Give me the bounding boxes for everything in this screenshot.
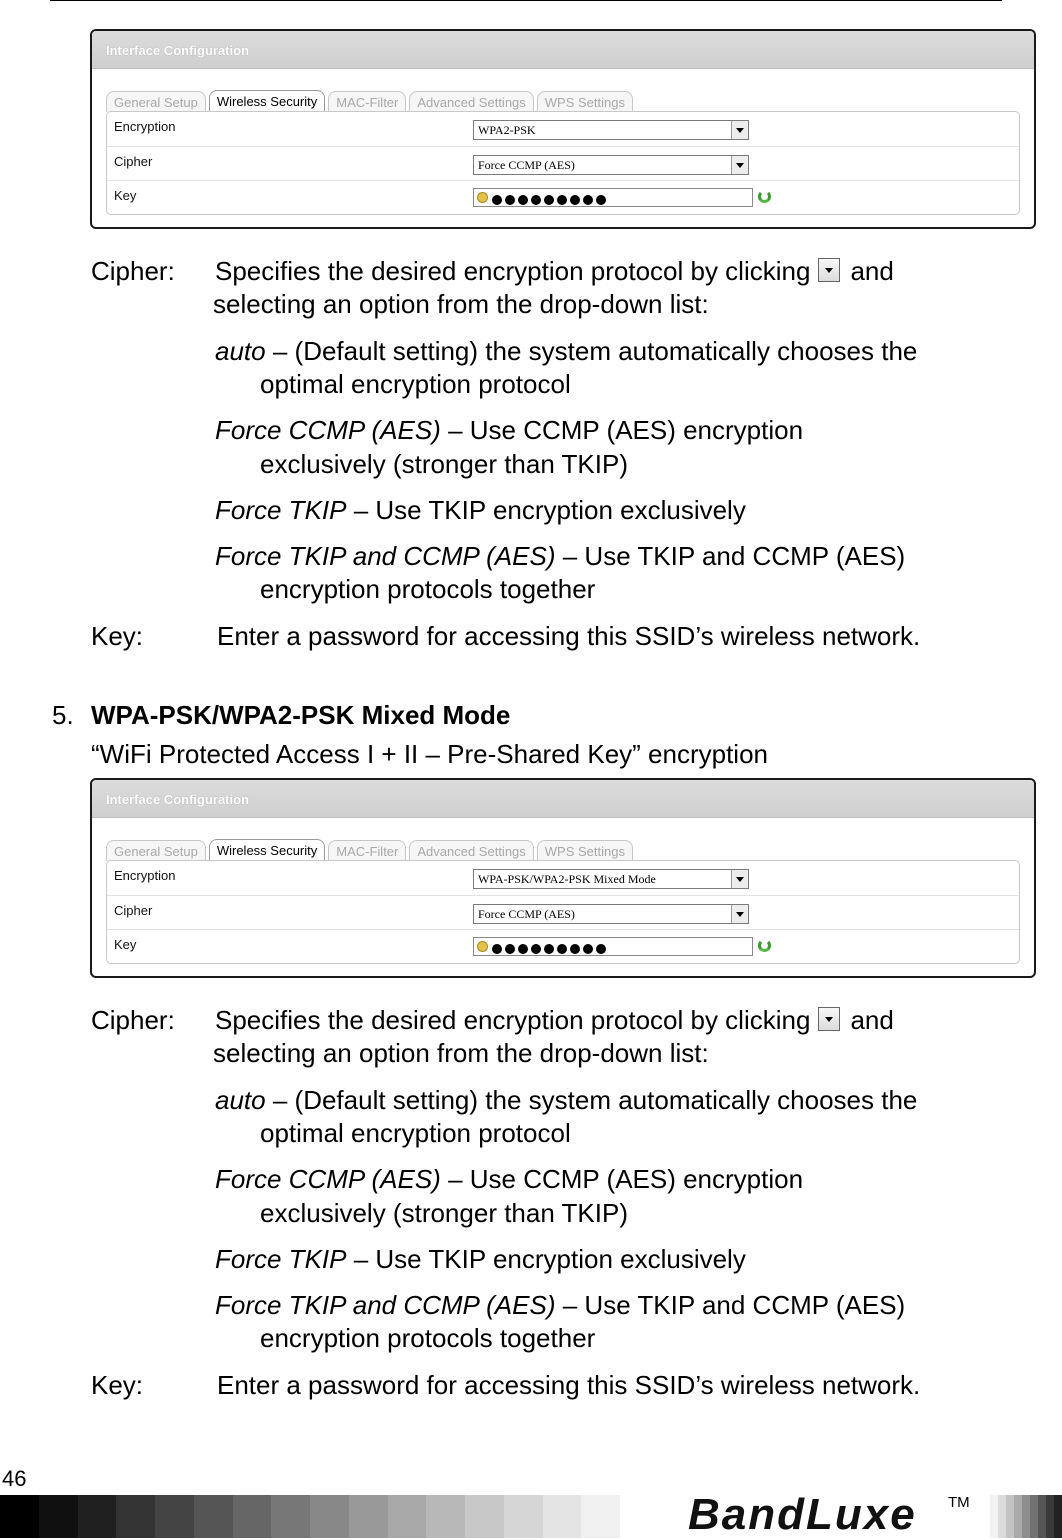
- cipher-row: [107, 147, 1019, 182]
- key-description: Enter a password for accessing this SSID’s wireless network.: [217, 621, 921, 651]
- tab-advanced-settings[interactable]: Advanced Settings: [409, 840, 533, 861]
- tab-advanced-settings[interactable]: Advanced Settings: [409, 91, 533, 112]
- tab-wps-settings[interactable]: WPS Settings: [537, 840, 633, 861]
- key-term: Key:: [91, 621, 144, 651]
- encryption-row: [107, 861, 1019, 896]
- option-force-tkip-ccmp: Force TKIP and CCMP (AES) – Use TKIP and CCMP (AES): [215, 541, 906, 571]
- panel-title: Interface Configuration: [92, 31, 1034, 69]
- cipher-label: Cipher: [114, 902, 153, 918]
- encryption-label: Encryption: [114, 119, 176, 134]
- key-row: [107, 181, 1019, 216]
- key-row: [107, 930, 1019, 965]
- chevron-down-icon[interactable]: [731, 870, 748, 888]
- option-force-tkip: Force TKIP – Use TKIP encryption exclusively: [215, 495, 746, 525]
- refresh-icon[interactable]: [758, 190, 771, 203]
- cipher-desc-line2: selecting an option from the drop-down list:: [213, 289, 709, 319]
- password-mask: [492, 191, 609, 205]
- cipher-term: Cipher:: [91, 256, 175, 286]
- tab-wireless-security[interactable]: Wireless Security: [209, 90, 325, 112]
- footer-gradient-right: [990, 1495, 1062, 1538]
- encryption-select-value: WPA2-PSK: [478, 123, 536, 137]
- cipher-description: [215, 1005, 894, 1035]
- option-force-ccmp: Force CCMP (AES) – Use CCMP (AES) encryption: [215, 1164, 804, 1194]
- cipher-select[interactable]: [473, 155, 749, 175]
- cipher-label: Cipher: [114, 153, 153, 169]
- tab-mac-filter[interactable]: MAC-Filter: [328, 840, 406, 861]
- option-force-tkip: Force TKIP – Use TKIP encryption exclusively: [215, 1244, 746, 1274]
- option-force-ccmp: Force CCMP (AES) – Use CCMP (AES) encryption: [215, 415, 804, 445]
- tab-general-setup[interactable]: General Setup: [106, 91, 206, 112]
- tab-mac-filter[interactable]: MAC-Filter: [328, 91, 406, 112]
- panel-title: Interface Configuration: [92, 780, 1034, 818]
- cipher-desc-text: Specifies the desired encryption protocol by clicking: [215, 1005, 811, 1035]
- section-subtitle: “WiFi Protected Access I + II – Pre-Shared Key” encryption: [91, 739, 768, 769]
- key-input[interactable]: [473, 188, 753, 207]
- page-number: 46: [2, 1466, 27, 1491]
- section-number: 5.: [52, 700, 74, 730]
- cipher-desc-line2: selecting an option from the drop-down list:: [213, 1038, 709, 1068]
- option-force-tkip-ccmp: Force TKIP and CCMP (AES) – Use TKIP and CCMP (AES): [215, 1290, 906, 1320]
- security-form: [106, 860, 1020, 964]
- encryption-select[interactable]: [473, 120, 749, 140]
- cipher-description: [215, 256, 894, 286]
- cipher-select-value: Force CCMP (AES): [478, 906, 575, 921]
- trademark-mark: TM: [948, 1494, 970, 1511]
- encryption-label: Encryption: [114, 868, 176, 883]
- cipher-desc-and: and: [850, 256, 894, 286]
- key-description: Enter a password for accessing this SSID’s wireless network.: [217, 1370, 921, 1400]
- chevron-down-icon[interactable]: [731, 156, 748, 174]
- option-force-ccmp-line2: exclusively (stronger than TKIP): [260, 1198, 628, 1228]
- key-input[interactable]: [473, 937, 753, 956]
- encryption-select-value: WPA-PSK/WPA2-PSK Mixed Mode: [478, 872, 656, 886]
- tab-wps-settings[interactable]: WPS Settings: [537, 91, 633, 112]
- tab-general-setup[interactable]: General Setup: [106, 840, 206, 861]
- brand-logo: BandLuxe: [688, 1490, 917, 1539]
- tab-wireless-security[interactable]: Wireless Security: [209, 839, 325, 861]
- option-force-tkip-ccmp-line2: encryption protocols together: [260, 1323, 596, 1353]
- key-icon: [477, 192, 488, 203]
- cipher-row: [107, 896, 1019, 931]
- section-title: WPA-PSK/WPA2-PSK Mixed Mode: [91, 700, 511, 730]
- header-rule: [50, 0, 1002, 1]
- footer-gradient-bar: [0, 1495, 620, 1538]
- cipher-desc-and: and: [850, 1005, 894, 1035]
- password-mask: [492, 940, 609, 954]
- option-auto: auto – (Default setting) the system automatically chooses the: [215, 336, 918, 366]
- chevron-down-icon[interactable]: [731, 905, 748, 923]
- cipher-desc-text: Specifies the desired encryption protocol by clicking: [215, 256, 811, 286]
- encryption-select[interactable]: [473, 869, 749, 889]
- option-auto: auto – (Default setting) the system automatically chooses the: [215, 1085, 918, 1115]
- security-form: [106, 111, 1020, 215]
- option-auto-line2: optimal encryption protocol: [260, 369, 571, 399]
- interface-config-panel-1: [90, 29, 1036, 229]
- cipher-select-value: Force CCMP (AES): [478, 157, 575, 172]
- tab-bar: [106, 839, 636, 861]
- option-force-ccmp-line2: exclusively (stronger than TKIP): [260, 449, 628, 479]
- option-auto-line2: optimal encryption protocol: [260, 1118, 571, 1148]
- key-icon: [477, 941, 488, 952]
- dropdown-arrow-icon: [818, 258, 840, 282]
- interface-config-panel-2: [90, 778, 1036, 978]
- key-label: Key: [114, 937, 137, 952]
- key-term: Key:: [91, 1370, 144, 1400]
- tab-bar: [106, 90, 636, 112]
- option-force-tkip-ccmp-line2: encryption protocols together: [260, 574, 596, 604]
- dropdown-arrow-icon: [818, 1007, 840, 1031]
- refresh-icon[interactable]: [758, 939, 771, 952]
- cipher-term: Cipher:: [91, 1005, 175, 1035]
- encryption-row: [107, 112, 1019, 147]
- cipher-select[interactable]: [473, 904, 749, 924]
- key-label: Key: [114, 188, 137, 203]
- chevron-down-icon[interactable]: [731, 121, 748, 139]
